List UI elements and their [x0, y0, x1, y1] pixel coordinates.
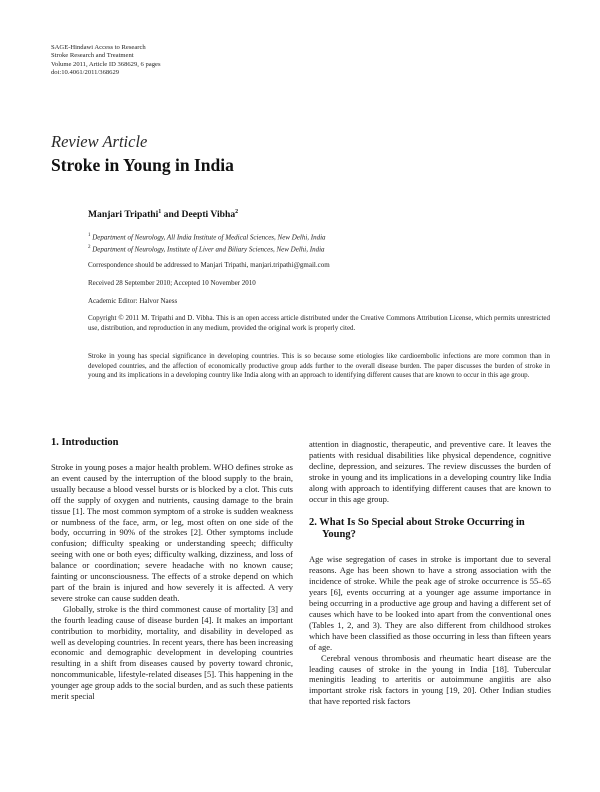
- paragraph: Stroke in young poses a major health problem. WHO defines stroke as an event caused by the interruption of the blood supply to the brain, usually because a blood vessel bursts or is blocked by a clot. This cuts off the supply of oxygen and nutrients, causing damage to the brain tissue [1]. The most common symptom of a stroke is sudden weakness or numbness of the face, arm, or leg, most often on one side of the body, occurring in 90% of the strokes [2]. Other symptoms include confusion; difficulty speaking or understanding speech; difficulty seeing with one or both eyes; difficulty walking, dizziness, and loss of balance or coordination; severe headache with no known cause; fainting or unconsciousness. The effects of a stroke depend on which part of the brain is injured and how severely it is affected. A very severe stroke can cause sudden death.: [51, 462, 293, 603]
- section-heading: 2. What Is So Special about Stroke Occurring in Young?: [309, 517, 525, 541]
- journal-info: [51, 44, 161, 78]
- journal-line: Volume 2011, Article ID 368629, 6 pages: [51, 60, 161, 68]
- journal-line: SAGE-Hindawi Access to Research: [51, 44, 146, 51]
- author-name: Deepti Vibha: [181, 209, 236, 221]
- affiliation-mark: 2: [88, 244, 91, 250]
- author-affil-mark: 2: [235, 209, 239, 215]
- section-spacer: [309, 504, 551, 517]
- affiliations: [88, 231, 550, 255]
- abstract: Stroke in young has special significance in developing countries. This is so because some etiologies like cardioembolic infections are more common than in developed countries, and the affection of economically productive group adds further to the overall disease burden. The paper discusses the burden of stroke in young and its implications in a developing country like India along with an approach to identifying different causes that are known to occur in this age group.: [88, 352, 550, 380]
- affiliation: [88, 243, 550, 255]
- affiliation-text: Department of Neurology, All India Institute of Medical Sciences, New Delhi, India: [90, 233, 326, 242]
- paragraph: Cerebral venous thrombosis and rheumatic heart disease are the leading causes of stroke in the young in India [18]. Tubercular meningitis leading to arteritis or autoimmune angiitis are also important stroke risk factors in young [19, 20]. Other Indian studies that have reported risk factors: [309, 652, 551, 707]
- author-list: [88, 209, 238, 220]
- affiliation-text: Department of Neurology, Institute of Liver and Biliary Sciences, New Delhi, India: [90, 245, 325, 254]
- section-heading: 1. Introduction: [51, 437, 119, 448]
- paragraph: Age wise segregation of cases in stroke is important due to several reasons. Age has been shown to have a strong association with the incidence of stroke. While the peak age of stroke occurrence is 55–65 years [6], events occurring at a younger age assume importance in being occurring in a productive age group and having a different set of causes which have to be looked into apart from the conventional ones (Tables 1, 2, and 3). They are also different from childhood strokes which have been classified as those occurring in less than fifteen years of age.: [309, 554, 551, 652]
- author-name: Manjari Tripathi: [88, 209, 159, 221]
- academic-editor: Academic Editor: Halvor Naess: [88, 297, 178, 305]
- right-column: [309, 439, 551, 707]
- journal-line: Stroke Research and Treatment: [51, 52, 134, 60]
- left-column: [51, 437, 293, 702]
- author-connector: and: [161, 209, 182, 221]
- affiliation: [88, 231, 550, 243]
- received-dates: Received 28 September 2010; Accepted 10 November 2010: [88, 279, 256, 287]
- author-affil-mark: 1: [158, 209, 162, 215]
- copyright-notice: Copyright © 2011 M. Tripathi and D. Vibha. This is an open access article distributed under the Creative Commons Attribution License, which permits unrestricted use, distribution, and reproduction in any medium, provided the original work is properly cited.: [88, 314, 550, 332]
- paragraph: Globally, stroke is the third commonest cause of mortality [3] and the fourth leading cause of disease burden [4]. It makes an important contribution to morbidity, mortality, and disability in developed as well as developing countries. In recent years, there has been increasing economic and demographic development in developing countries resulting in a shift from diseases caused by poverty toward chronic, noncommunicable, lifestyle-related diseases [5]. This happening in the younger age group adds to the social burden, and as such these patients merit special: [51, 603, 293, 702]
- paragraph: attention in diagnostic, therapeutic, and preventive care. It leaves the patients with residual disabilities like physical dependence, cognitive decline, depression, and seizures. The review discusses the burden of stroke in young and its implications in a developing country like India along with approach to identifying different causes that are known to occur in this age group.: [309, 439, 551, 504]
- affiliation-mark: 1: [88, 233, 91, 238]
- correspondence: Correspondence should be addressed to Manjari Tripathi, manjari.tripathi@gmail.com: [88, 261, 330, 269]
- journal-line: doi:10.4061/2011/368629: [51, 69, 120, 77]
- page-title: Stroke in Young in India: [51, 155, 234, 175]
- article-type: Review Article: [51, 132, 148, 151]
